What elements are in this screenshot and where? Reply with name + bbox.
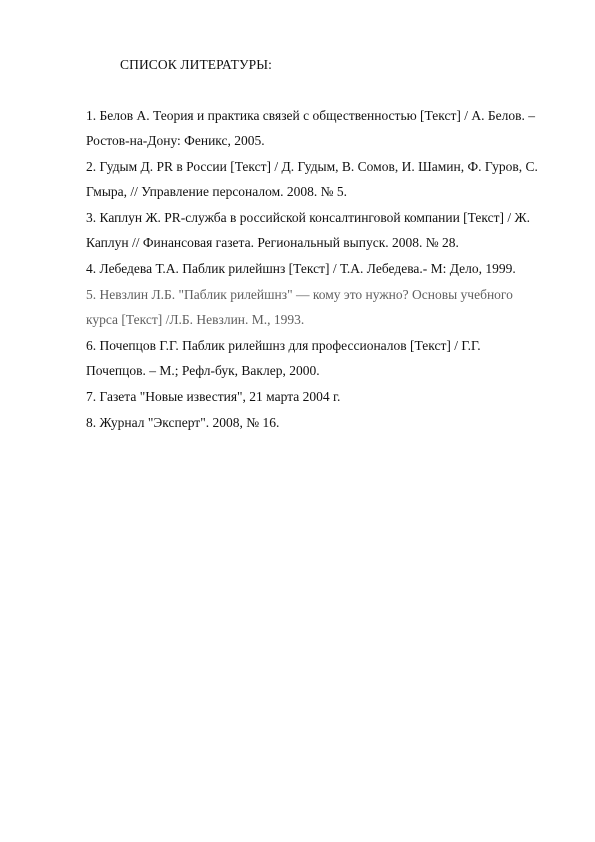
- reference-line: курса [Текст] /Л.Б. Невзлин. М., 1993.: [86, 312, 305, 327]
- reference-line: 6. Почепцов Г.Г. Паблик рилейшнз для профессионалов [Текст] / Г.Г.: [86, 338, 481, 353]
- page-title: СПИСОК ЛИТЕРАТУРЫ:: [120, 57, 273, 72]
- reference-line: 3. Каплун Ж. PR-служба в российской консалтинговой компании [Текст] / Ж.: [86, 210, 530, 225]
- reference-item-2: [86, 154, 566, 204]
- reference-line: 8. Журнал "Эксперт". 2008, № 16.: [86, 415, 280, 430]
- reference-list: [86, 103, 566, 436]
- reference-item-7: [86, 384, 566, 409]
- reference-line: 1. Белов А. Теория и практика связей с общественностью [Текст] / А. Белов. –: [86, 108, 535, 123]
- reference-item-5: [86, 282, 566, 332]
- reference-item-6: [86, 333, 566, 383]
- reference-item-3: [86, 205, 566, 255]
- reference-item-1: [86, 103, 566, 153]
- reference-line: Гмыра, // Управление персоналом. 2008. № 5.: [86, 184, 348, 199]
- reference-item-4: [86, 256, 566, 281]
- reference-line: 7. Газета "Новые известия", 21 марта 2004 г.: [86, 389, 341, 404]
- reference-line: Почепцов. – М.; Рефл-бук, Ваклер, 2000.: [86, 363, 320, 378]
- reference-line: 2. Гудым Д. PR в России [Текст] / Д. Гудым, В. Сомов, И. Шамин, Ф. Гуров, С.: [86, 159, 538, 174]
- reference-line: 5. Невзлин Л.Б. "Паблик рилейшнз" — кому это нужно? Основы учебного: [86, 287, 513, 302]
- reference-line: 4. Лебедева Т.А. Паблик рилейшнз [Текст] / Т.А. Лебедева.- М: Дело, 1999.: [86, 261, 516, 276]
- reference-line: Ростов-на-Дону: Феникс, 2005.: [86, 133, 265, 148]
- reference-item-8: [86, 410, 566, 435]
- reference-line: Каплун // Финансовая газета. Региональный выпуск. 2008. № 28.: [86, 235, 459, 250]
